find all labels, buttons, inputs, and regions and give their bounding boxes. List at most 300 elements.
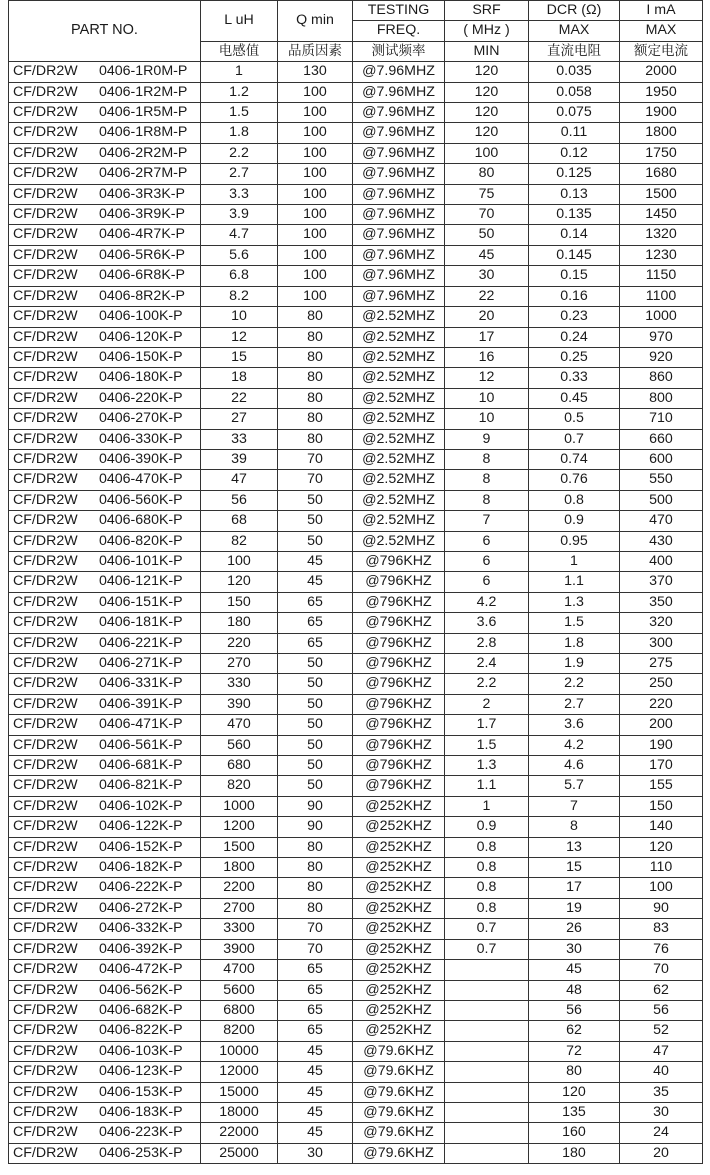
part-code: 0406-272K-P (99, 899, 183, 916)
dcr-cell: 0.9 (529, 511, 620, 531)
series-name: CF/DR2W (13, 1144, 78, 1161)
current-cn-header: 额定电流 (620, 41, 703, 61)
freq-cell: @796KHZ (353, 735, 445, 755)
inductance-cn-header: 电感值 (201, 41, 278, 61)
series-name: CF/DR2W (13, 961, 78, 978)
dcr-cell: 0.058 (529, 82, 620, 102)
part-no-cell (9, 143, 201, 163)
srf-cell: 16 (445, 347, 529, 367)
inductance-cell: 82 (201, 531, 278, 551)
dcr-cell: 80 (529, 1062, 620, 1082)
q-cell: 50 (278, 756, 353, 776)
current-cell: 800 (620, 388, 703, 408)
q-cell: 80 (278, 347, 353, 367)
freq-cell: @796KHZ (353, 674, 445, 694)
table-row (9, 1041, 703, 1061)
dcr-cell: 1.8 (529, 633, 620, 653)
table-row (9, 327, 703, 347)
part-code: 0406-1R0M-P (99, 63, 188, 80)
dcr-cell: 3.6 (529, 715, 620, 735)
freq-cell: @7.96MHZ (353, 184, 445, 204)
current-cell: 140 (620, 817, 703, 837)
series-name: CF/DR2W (13, 981, 78, 998)
current-cell: 100 (620, 878, 703, 898)
freq-cell: @252KHZ (353, 837, 445, 857)
series-name: CF/DR2W (13, 899, 78, 916)
inductance-cell: 6.8 (201, 266, 278, 286)
freq-cell: @796KHZ (353, 572, 445, 592)
current-cell: 56 (620, 1000, 703, 1020)
current-cell: 710 (620, 409, 703, 429)
part-code: 0406-3R9K-P (99, 206, 185, 223)
table-row (9, 123, 703, 143)
series-name: CF/DR2W (13, 63, 78, 80)
q-cell: 65 (278, 633, 353, 653)
table-row (9, 1143, 703, 1163)
current-cell: 600 (620, 449, 703, 469)
current-cell: 550 (620, 470, 703, 490)
part-no-cell (9, 62, 201, 82)
freq-cell: @252KHZ (353, 796, 445, 816)
srf-cell: 4.2 (445, 592, 529, 612)
current-cell: 52 (620, 1021, 703, 1041)
series-name: CF/DR2W (13, 818, 78, 835)
srf-cell: 10 (445, 388, 529, 408)
part-code: 0406-222K-P (99, 879, 183, 896)
freq-cell: @2.52MHZ (353, 307, 445, 327)
dcr-cell: 1.9 (529, 654, 620, 674)
freq-cell: @7.96MHZ (353, 205, 445, 225)
q-cell: 65 (278, 980, 353, 1000)
inductance-cell: 560 (201, 735, 278, 755)
current-cell: 370 (620, 572, 703, 592)
q-cell: 45 (278, 1041, 353, 1061)
series-name: CF/DR2W (13, 675, 78, 692)
srf-cell: 1 (445, 796, 529, 816)
q-cell: 65 (278, 1021, 353, 1041)
part-code: 0406-1R8M-P (99, 124, 188, 141)
srf-cell: 8 (445, 470, 529, 490)
srf-min-header: MIN (445, 41, 529, 61)
srf-cell (445, 1021, 529, 1041)
current-cell: 90 (620, 898, 703, 918)
series-name: CF/DR2W (13, 552, 78, 569)
q-cell: 70 (278, 449, 353, 469)
part-no-cell (9, 1000, 201, 1020)
series-name: CF/DR2W (13, 655, 78, 671)
q-cell: 70 (278, 939, 353, 959)
dcr-cell: 2.7 (529, 694, 620, 714)
series-name: CF/DR2W (13, 879, 78, 896)
part-no-cell (9, 225, 201, 245)
part-no-cell (9, 633, 201, 653)
part-no-cell (9, 654, 201, 674)
q-cell: 80 (278, 837, 353, 857)
freq-cell: @7.96MHZ (353, 62, 445, 82)
current-cell: 150 (620, 796, 703, 816)
series-name: CF/DR2W (13, 165, 78, 182)
part-no-cell (9, 1062, 201, 1082)
freq-cell: @252KHZ (353, 817, 445, 837)
table-row (9, 205, 703, 225)
series-name: CF/DR2W (13, 267, 78, 284)
inductance-cell: 1.2 (201, 82, 278, 102)
table-row (9, 347, 703, 367)
dcr-cell: 1.5 (529, 613, 620, 633)
inductance-cell: 56 (201, 490, 278, 510)
series-name: CF/DR2W (13, 206, 78, 223)
table-row (9, 1123, 703, 1143)
table-row (9, 429, 703, 449)
dcr-cell: 0.76 (529, 470, 620, 490)
table-row (9, 266, 703, 286)
dcr-cell: 135 (529, 1102, 620, 1122)
current-cell: 76 (620, 939, 703, 959)
part-no-cell (9, 715, 201, 735)
table-row (9, 898, 703, 918)
part-code: 0406-8R2K-P (99, 287, 185, 304)
dcr-cell: 15 (529, 858, 620, 878)
part-no-cell (9, 327, 201, 347)
freq-cell: @796KHZ (353, 633, 445, 653)
freq-cell: @2.52MHZ (353, 511, 445, 531)
table-row (9, 919, 703, 939)
dcr-cell: 0.24 (529, 327, 620, 347)
current-cell: 220 (620, 694, 703, 714)
q-cell: 65 (278, 592, 353, 612)
q-cell: 80 (278, 409, 353, 429)
series-name: CF/DR2W (13, 1063, 78, 1080)
freq-cell: @7.96MHZ (353, 143, 445, 163)
dcr-cell: 5.7 (529, 776, 620, 796)
q-cell: 30 (278, 1143, 353, 1163)
series-name: CF/DR2W (13, 920, 78, 937)
srf-header: SRF (445, 1, 529, 21)
table-row (9, 1062, 703, 1082)
q-cell: 80 (278, 898, 353, 918)
part-code: 0406-331K-P (99, 675, 183, 692)
part-no-cell (9, 572, 201, 592)
current-cell: 275 (620, 654, 703, 674)
series-name: CF/DR2W (13, 471, 78, 488)
table-row (9, 980, 703, 1000)
inductance-cell: 8.2 (201, 286, 278, 306)
inductance-cell: 33 (201, 429, 278, 449)
part-no-cell (9, 286, 201, 306)
q-cell: 100 (278, 184, 353, 204)
q-cell: 100 (278, 82, 353, 102)
inductance-cell: 3900 (201, 939, 278, 959)
dcr-cell: 0.23 (529, 307, 620, 327)
table-row (9, 633, 703, 653)
part-no-cell (9, 1082, 201, 1102)
series-name: CF/DR2W (13, 328, 78, 345)
srf-cell: 120 (445, 123, 529, 143)
part-code: 0406-562K-P (99, 981, 183, 998)
series-name: CF/DR2W (13, 940, 78, 957)
srf-cell: 80 (445, 164, 529, 184)
part-code: 0406-2R2M-P (99, 144, 188, 161)
series-name: CF/DR2W (13, 450, 78, 467)
q-cell: 50 (278, 776, 353, 796)
q-cell: 80 (278, 878, 353, 898)
current-cell: 1500 (620, 184, 703, 204)
current-cell: 1750 (620, 143, 703, 163)
part-code: 0406-470K-P (99, 471, 183, 488)
dcr-cell: 62 (529, 1021, 620, 1041)
series-name: CF/DR2W (13, 1083, 78, 1100)
inductance-cell: 4700 (201, 960, 278, 980)
dcr-cell: 0.33 (529, 368, 620, 388)
inductance-cell: 5.6 (201, 245, 278, 265)
dcr-cell: 120 (529, 1082, 620, 1102)
table-header (9, 1, 703, 62)
freq-cell: @252KHZ (353, 980, 445, 1000)
table-row (9, 735, 703, 755)
inductance-cell: 10000 (201, 1041, 278, 1061)
part-code: 0406-1R2M-P (99, 83, 188, 100)
series-name: CF/DR2W (13, 695, 78, 712)
srf-cell (445, 960, 529, 980)
part-code: 0406-330K-P (99, 430, 183, 447)
q-cell: 80 (278, 327, 353, 347)
current-cell: 350 (620, 592, 703, 612)
part-code: 0406-560K-P (99, 491, 183, 508)
srf-cell: 120 (445, 62, 529, 82)
srf-cell: 1.1 (445, 776, 529, 796)
series-name: CF/DR2W (13, 124, 78, 141)
part-no-cell (9, 1143, 201, 1163)
srf-cell (445, 1123, 529, 1143)
current-cell: 47 (620, 1041, 703, 1061)
table-row (9, 307, 703, 327)
inductance-cell: 330 (201, 674, 278, 694)
part-code: 0406-271K-P (99, 655, 183, 671)
table-row (9, 796, 703, 816)
dcr-cell: 0.95 (529, 531, 620, 551)
srf-cell: 6 (445, 551, 529, 571)
part-code: 0406-120K-P (99, 328, 183, 345)
srf-cell (445, 1082, 529, 1102)
part-code: 0406-471K-P (99, 716, 183, 733)
inductance-cell: 3.9 (201, 205, 278, 225)
part-no-cell (9, 613, 201, 633)
series-name: CF/DR2W (13, 410, 78, 427)
freq-cell: @2.52MHZ (353, 368, 445, 388)
part-code: 0406-2R7M-P (99, 165, 188, 182)
current-cell: 1100 (620, 286, 703, 306)
dcr-max-header: MAX (529, 21, 620, 41)
srf-cell: 0.8 (445, 878, 529, 898)
table-row (9, 531, 703, 551)
srf-cell: 8 (445, 449, 529, 469)
part-no-cell (9, 1123, 201, 1143)
part-no-cell (9, 429, 201, 449)
dcr-cell: 0.125 (529, 164, 620, 184)
freq-cell: @796KHZ (353, 694, 445, 714)
part-code: 0406-391K-P (99, 695, 183, 712)
part-code: 0406-153K-P (99, 1083, 183, 1100)
inductance-cell: 3.3 (201, 184, 278, 204)
series-name: CF/DR2W (13, 1124, 78, 1141)
q-cell: 70 (278, 470, 353, 490)
current-cell: 320 (620, 613, 703, 633)
freq-cell: @2.52MHZ (353, 490, 445, 510)
series-name: CF/DR2W (13, 1022, 78, 1039)
q-cell: 90 (278, 817, 353, 837)
part-code: 0406-100K-P (99, 308, 183, 325)
series-name: CF/DR2W (13, 348, 78, 365)
freq-cell: @796KHZ (353, 592, 445, 612)
table-row (9, 878, 703, 898)
inductance-cell: 1500 (201, 837, 278, 857)
current-cell: 1680 (620, 164, 703, 184)
srf-cell (445, 1143, 529, 1163)
freq-cell: @7.96MHZ (353, 245, 445, 265)
q-cell: 80 (278, 307, 353, 327)
srf-cell: 10 (445, 409, 529, 429)
part-no-cell (9, 674, 201, 694)
table-row (9, 449, 703, 469)
freq-cell: @252KHZ (353, 858, 445, 878)
freq-cell: @2.52MHZ (353, 449, 445, 469)
srf-cell: 100 (445, 143, 529, 163)
current-cell: 250 (620, 674, 703, 694)
freq-cell: @7.96MHZ (353, 266, 445, 286)
q-cell: 130 (278, 62, 353, 82)
freq-cell: @7.96MHZ (353, 103, 445, 123)
srf-cell: 0.8 (445, 858, 529, 878)
table-row (9, 613, 703, 633)
srf-cell: 3.6 (445, 613, 529, 633)
part-code: 0406-220K-P (99, 389, 183, 406)
srf-cell (445, 1000, 529, 1020)
series-name: CF/DR2W (13, 532, 78, 549)
series-name: CF/DR2W (13, 185, 78, 202)
freq-cell: @796KHZ (353, 551, 445, 571)
table-row (9, 164, 703, 184)
dcr-cell: 4.6 (529, 756, 620, 776)
dcr-cell: 0.74 (529, 449, 620, 469)
part-code: 0406-821K-P (99, 777, 183, 794)
freq-cell: @796KHZ (353, 715, 445, 735)
series-name: CF/DR2W (13, 1042, 78, 1059)
part-no-cell (9, 1021, 201, 1041)
freq-cell: @79.6KHZ (353, 1041, 445, 1061)
q-cell: 65 (278, 1000, 353, 1020)
inductance-cell: 1800 (201, 858, 278, 878)
srf-cell: 0.7 (445, 939, 529, 959)
q-cell: 65 (278, 960, 353, 980)
table-row (9, 470, 703, 490)
series-name: CF/DR2W (13, 1103, 78, 1120)
series-name: CF/DR2W (13, 144, 78, 161)
q-cell: 45 (278, 551, 353, 571)
part-code: 0406-121K-P (99, 573, 183, 590)
part-no-cell (9, 878, 201, 898)
series-name: CF/DR2W (13, 369, 78, 386)
part-code: 0406-4R7K-P (99, 226, 185, 243)
part-code: 0406-392K-P (99, 940, 183, 957)
inductance-cell: 1.8 (201, 123, 278, 143)
table-row (9, 960, 703, 980)
series-name: CF/DR2W (13, 838, 78, 855)
part-no-cell (9, 245, 201, 265)
dcr-cell: 72 (529, 1041, 620, 1061)
q-cell: 50 (278, 674, 353, 694)
part-code: 0406-5R6K-P (99, 246, 185, 263)
current-cell: 1230 (620, 245, 703, 265)
table-row (9, 837, 703, 857)
inductance-cell: 1000 (201, 796, 278, 816)
inductance-cell: 2.2 (201, 143, 278, 163)
part-no-cell (9, 1102, 201, 1122)
inductance-cell: 120 (201, 572, 278, 592)
table-row (9, 654, 703, 674)
series-name: CF/DR2W (13, 614, 78, 631)
series-name: CF/DR2W (13, 389, 78, 406)
dcr-cell: 0.11 (529, 123, 620, 143)
part-no-cell (9, 123, 201, 143)
q-cell: 65 (278, 613, 353, 633)
part-code: 0406-123K-P (99, 1063, 183, 1080)
part-no-cell (9, 531, 201, 551)
inductance-cell: 2200 (201, 878, 278, 898)
dcr-cell: 19 (529, 898, 620, 918)
table-row (9, 82, 703, 102)
current-cell: 70 (620, 960, 703, 980)
dcr-cell: 0.135 (529, 205, 620, 225)
table-body (9, 62, 703, 1164)
dcr-cell: 4.2 (529, 735, 620, 755)
inductance-cell: 10 (201, 307, 278, 327)
table-row (9, 1082, 703, 1102)
inductance-cell: 2.7 (201, 164, 278, 184)
srf-cell: 50 (445, 225, 529, 245)
current-cell: 1450 (620, 205, 703, 225)
part-no-cell (9, 960, 201, 980)
dcr-cell: 0.075 (529, 103, 620, 123)
part-code: 0406-6R8K-P (99, 267, 185, 284)
part-code: 0406-122K-P (99, 818, 183, 835)
part-no-cell (9, 103, 201, 123)
freq-cell: @796KHZ (353, 613, 445, 633)
dcr-cell: 0.14 (529, 225, 620, 245)
part-code: 0406-221K-P (99, 634, 183, 651)
inductance-cell: 27 (201, 409, 278, 429)
part-no-cell (9, 898, 201, 918)
part-no-cell (9, 266, 201, 286)
part-no-cell (9, 939, 201, 959)
q-cn-header: 品质因素 (278, 41, 353, 61)
dcr-cell: 1 (529, 551, 620, 571)
dcr-cell: 7 (529, 796, 620, 816)
inductance-cell: 22000 (201, 1123, 278, 1143)
inductance-cell: 820 (201, 776, 278, 796)
srf-cell (445, 980, 529, 1000)
q-cell: 50 (278, 531, 353, 551)
current-cell: 83 (620, 919, 703, 939)
part-no-cell (9, 776, 201, 796)
current-cell: 30 (620, 1102, 703, 1122)
current-cell: 430 (620, 531, 703, 551)
inductance-cell: 220 (201, 633, 278, 653)
part-no-cell (9, 735, 201, 755)
freq-cell: @796KHZ (353, 756, 445, 776)
table-row (9, 490, 703, 510)
part-no-cell (9, 919, 201, 939)
part-code: 0406-1R5M-P (99, 104, 188, 121)
